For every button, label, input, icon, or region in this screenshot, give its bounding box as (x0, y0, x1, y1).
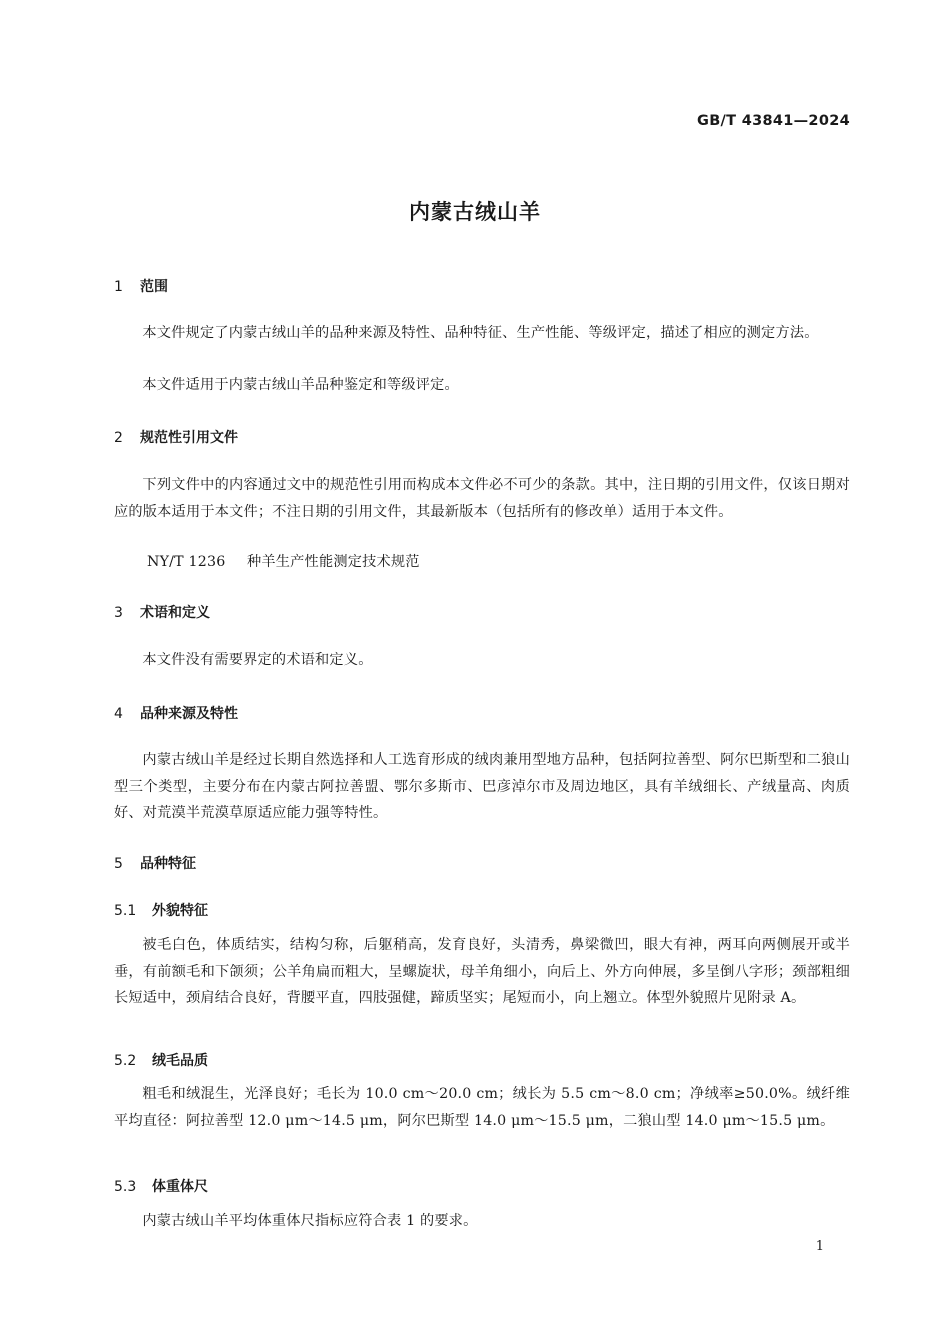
section-title: 品种来源及特性 (140, 706, 238, 722)
section-title: 品种特征 (140, 856, 196, 872)
section-5-2-heading (114, 1050, 208, 1070)
section-title: 规范性引用文件 (140, 430, 238, 446)
section-number: 3 (114, 605, 123, 621)
section-5-heading (114, 853, 196, 873)
section-number: 1 (114, 279, 123, 295)
section-1-heading (114, 276, 168, 296)
section-number: 2 (114, 430, 123, 446)
page-number: 1 (815, 1239, 824, 1254)
section-5-1-heading (114, 900, 208, 920)
paragraph: 内蒙古绒山羊平均体重体尺指标应符合表 1 的要求。 (142, 1213, 478, 1229)
paragraph: 本文件适用于内蒙古绒山羊品种鉴定和等级评定。 (142, 377, 459, 393)
section-4-heading (114, 703, 238, 723)
standard-code: GB/T 43841—2024 (697, 113, 850, 129)
section-title: 体重体尺 (152, 1179, 208, 1195)
section-number: 5 (114, 856, 123, 872)
paragraph: 粗毛和绒混生，光泽良好；毛长为 10.0 cm～20.0 cm；绒长为 5.5 cm～8.0 cm；净绒率≥50.0%。绒纤维平均直径：阿拉善型 12.0 μm～14.5 μm，阿尔巴斯型 14.0 μm～15.5 μm，二狼山型 14.0 μm～15.5 μm。 (114, 1086, 850, 1129)
section-number: 5.1 (114, 903, 137, 919)
reference-title: 种羊生产性能测定技术规范 (247, 554, 420, 570)
section-2-heading (114, 427, 238, 447)
section-title: 范围 (140, 279, 168, 295)
section-number: 5.3 (114, 1179, 137, 1195)
paragraph: 内蒙古绒山羊是经过长期自然选择和人工选育形成的绒肉兼用型地方品种，包括阿拉善型、阿尔巴斯型和二狼山型三个类型，主要分布在内蒙古阿拉善盟、鄂尔多斯市、巴彦淖尔市及周边地区，具有羊绒细长、产绒量高、肉质好、对荒漠半荒漠草原适应能力强等特性。 (114, 752, 850, 821)
normative-reference (147, 551, 420, 571)
section-5-3-heading (114, 1176, 208, 1196)
section-title: 外貌特征 (152, 903, 208, 919)
reference-code: NY/T 1236 (147, 554, 226, 570)
paragraph: 本文件规定了内蒙古绒山羊的品种来源及特性、品种特征、生产性能、等级评定，描述了相应的测定方法。 (142, 325, 819, 341)
paragraph: 下列文件中的内容通过文中的规范性引用而构成本文件必不可少的条款。其中，注日期的引用文件，仅该日期对应的版本适用于本文件；不注日期的引用文件，其最新版本（包括所有的修改单）适用于本文件。 (114, 477, 850, 520)
section-number: 5.2 (114, 1053, 137, 1069)
section-3-heading (114, 602, 210, 622)
document-title: 内蒙古绒山羊 (409, 200, 541, 224)
paragraph: 本文件没有需要界定的术语和定义。 (142, 652, 373, 668)
paragraph: 被毛白色，体质结实，结构匀称，后躯稍高，发育良好，头清秀，鼻梁微凹，眼大有神，两耳向两侧展开或半垂，有前额毛和下颌须；公羊角扁而粗大，呈螺旋状，母羊角细小，向后上、外方向伸展，多呈倒八字形；颈部粗细长短适中，颈肩结合良好，背腰平直，四肢强健，蹄质坚实；尾短而小，向上翘立。体型外貌照片见附录 A。 (114, 937, 850, 1006)
section-number: 4 (114, 706, 123, 722)
section-title: 绒毛品质 (152, 1053, 208, 1069)
section-title: 术语和定义 (140, 605, 210, 621)
